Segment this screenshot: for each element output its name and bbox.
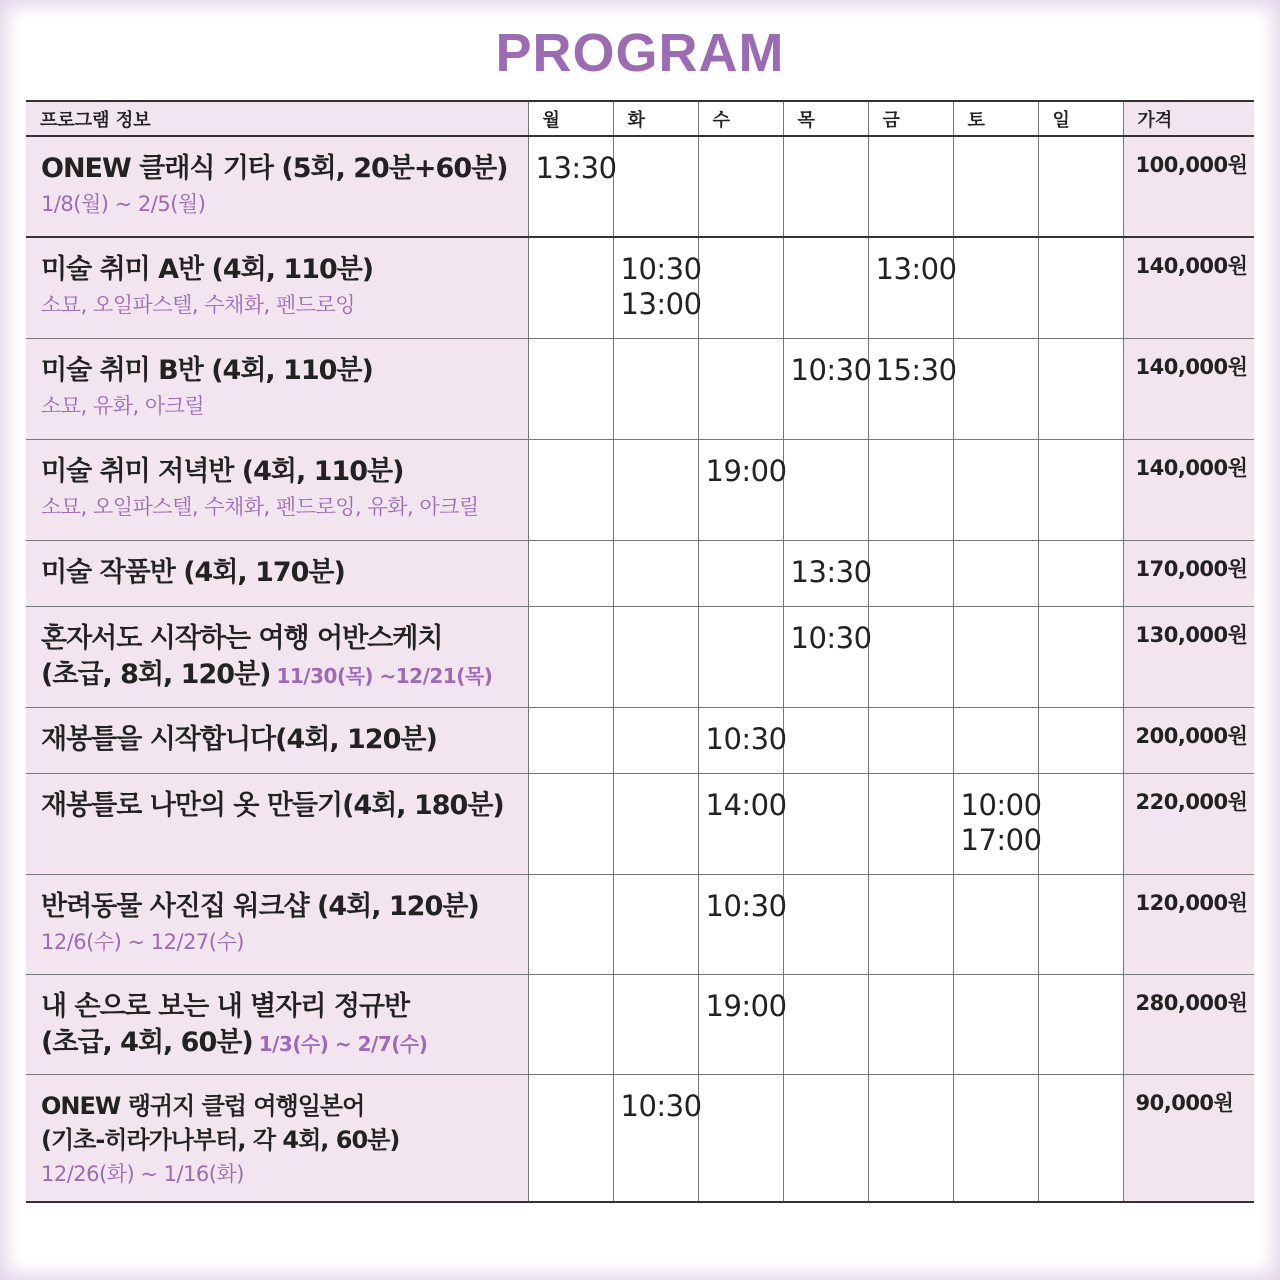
page-title: PROGRAM <box>495 23 785 83</box>
time-cell <box>528 439 613 540</box>
class-time: 17:00 <box>960 822 1042 857</box>
time-cell <box>783 707 868 773</box>
time-cell <box>1038 439 1123 540</box>
time-cell <box>1038 338 1123 439</box>
time-cell <box>783 338 872 439</box>
table-row <box>26 439 1254 540</box>
class-time: 10:30 <box>790 620 872 655</box>
program-name-line2: (기초-히라가나부터, 각 4회, 60분) <box>41 1125 400 1154</box>
header-day-wed: 수 <box>698 101 783 136</box>
header-day-mon: 월 <box>528 101 613 136</box>
time-cell <box>783 237 868 338</box>
program-name: ONEW 클래식 기타 (5회, 20분+60분) <box>41 153 508 184</box>
class-time: 13:00 <box>875 252 957 286</box>
time-cell <box>528 1074 613 1202</box>
program-name: 혼자서도 시작하는 여행 어반스케치 <box>41 622 443 654</box>
program-info-cell <box>26 974 528 1074</box>
table-row <box>26 136 1254 237</box>
price-value: 140,000원 <box>1135 254 1248 278</box>
class-time: 13:30 <box>535 151 617 185</box>
program-name: 내 손으로 보는 내 별자리 정규반 <box>41 990 410 1022</box>
table-row <box>26 874 1254 974</box>
time-cell <box>868 707 953 773</box>
time-cell <box>613 136 698 237</box>
time-cell <box>698 338 783 439</box>
price-value: 220,000원 <box>1135 789 1248 814</box>
time-cell <box>698 874 787 974</box>
time-cell <box>953 773 1042 874</box>
program-name: 반려동물 사진집 워크샵 (4회, 120분) <box>41 890 479 922</box>
time-cell <box>1038 606 1123 707</box>
table-body <box>26 136 1254 1202</box>
price-value: 130,000원 <box>1135 622 1248 647</box>
time-cell <box>1038 540 1123 606</box>
time-cell <box>1038 707 1123 773</box>
time-cell <box>528 136 617 237</box>
class-time: 14:00 <box>705 787 787 822</box>
program-name: 미술 취미 A반 (4회, 110분) <box>41 254 374 285</box>
price-value: 140,000원 <box>1135 354 1248 379</box>
time-cell <box>1038 136 1123 237</box>
program-info-cell <box>26 1074 528 1202</box>
header-day-thu: 목 <box>783 101 868 136</box>
class-time: 10:00 <box>960 787 1042 822</box>
program-detail: 1/8(월) ~ 2/5(월) <box>41 192 206 216</box>
time-cell <box>868 874 953 974</box>
time-cell <box>528 606 613 707</box>
time-cell <box>953 439 1038 540</box>
time-cell <box>783 606 872 707</box>
time-cell <box>868 136 953 237</box>
time-cell <box>698 773 787 874</box>
table-row <box>26 773 1254 874</box>
time-cell <box>698 974 787 1074</box>
program-detail: 12/26(화) ~ 1/16(화) <box>41 1161 244 1186</box>
time-cell <box>528 773 613 874</box>
time-cell <box>698 1074 783 1202</box>
price-cell <box>1123 974 1254 1074</box>
time-cell <box>698 439 787 540</box>
header-info: 프로그램 정보 <box>26 101 528 136</box>
time-cell <box>1038 874 1123 974</box>
time-cell <box>1038 974 1123 1074</box>
program-info-cell <box>26 439 528 540</box>
price-cell <box>1123 540 1254 606</box>
time-cell <box>868 338 957 439</box>
time-cell <box>953 237 1038 338</box>
program-detail: 소묘, 유화, 아크릴 <box>41 393 205 418</box>
program-detail: 11/30(목) ~12/21(목) <box>276 663 493 688</box>
header-day-sat: 토 <box>953 101 1038 136</box>
class-time: 13:00 <box>620 287 702 321</box>
table-row <box>26 707 1254 773</box>
program-name-line2: (초급, 8회, 120분) 11/30(목) ~12/21(목) <box>41 658 493 690</box>
price-value: 120,000원 <box>1135 890 1248 915</box>
time-cell <box>698 540 783 606</box>
price-cell <box>1123 136 1254 237</box>
price-cell <box>1123 439 1254 540</box>
program-info-cell <box>26 338 528 439</box>
price-cell <box>1123 707 1254 773</box>
time-cell <box>953 974 1038 1074</box>
class-time: 10:30 <box>620 1088 702 1123</box>
program-table <box>26 100 1254 1203</box>
time-cell <box>953 540 1038 606</box>
price-value: 170,000원 <box>1135 556 1248 581</box>
time-cell <box>868 974 953 1074</box>
time-cell <box>868 606 953 707</box>
program-name: 재봉틀을 시작합니다(4회, 120분) <box>41 723 437 755</box>
program-info-cell <box>26 773 528 874</box>
time-cell <box>783 439 868 540</box>
program-info-cell <box>26 237 528 338</box>
time-cell <box>613 773 698 874</box>
time-cell <box>613 1074 702 1202</box>
time-cell <box>783 773 868 874</box>
time-cell <box>953 338 1038 439</box>
time-cell <box>783 136 868 237</box>
program-name: 미술 취미 B반 (4회, 110분) <box>41 354 373 386</box>
table-row <box>26 237 1254 338</box>
time-cell <box>613 606 698 707</box>
class-time: 19:00 <box>705 453 787 488</box>
class-time: 13:30 <box>790 554 872 589</box>
table-header-row <box>26 101 1254 136</box>
price-value: 100,000원 <box>1135 153 1248 177</box>
time-cell <box>698 606 783 707</box>
class-time: 10:30 <box>620 252 702 286</box>
price-value: 280,000원 <box>1135 990 1248 1015</box>
time-cell <box>613 338 698 439</box>
price-value: 90,000원 <box>1135 1090 1234 1115</box>
price-cell <box>1123 237 1254 338</box>
time-cell <box>783 874 868 974</box>
class-time: 10:30 <box>705 721 787 756</box>
class-time: 10:30 <box>790 352 872 387</box>
program-info-cell <box>26 606 528 707</box>
program-name: 미술 취미 저녁반 (4회, 110분) <box>41 455 404 487</box>
table-row <box>26 540 1254 606</box>
time-cell <box>868 439 953 540</box>
price-cell <box>1123 773 1254 874</box>
program-name: ONEW 랭귀지 클럽 여행일본어 <box>41 1091 365 1120</box>
time-cell <box>868 773 953 874</box>
time-cell <box>953 707 1038 773</box>
time-cell <box>613 439 698 540</box>
program-detail: 소묘, 오일파스텔, 수채화, 펜드로잉, 유화, 아크릴 <box>41 494 479 519</box>
time-cell <box>783 540 872 606</box>
time-cell <box>783 1074 868 1202</box>
class-time: 19:00 <box>705 988 787 1023</box>
table-row <box>26 974 1254 1074</box>
time-cell <box>1038 773 1123 874</box>
header-day-sun: 일 <box>1038 101 1123 136</box>
time-cell <box>698 237 783 338</box>
time-cell <box>868 237 957 338</box>
time-cell <box>528 338 613 439</box>
time-cell <box>868 1074 953 1202</box>
time-cell <box>613 707 698 773</box>
program-detail: 12/6(수) ~ 12/27(수) <box>41 929 244 954</box>
program-info-cell <box>26 540 528 606</box>
table-row <box>26 338 1254 439</box>
program-info-cell <box>26 707 528 773</box>
price-cell <box>1123 1074 1254 1202</box>
time-cell <box>528 237 613 338</box>
time-cell <box>698 136 783 237</box>
class-time: 10:30 <box>705 888 787 923</box>
price-cell <box>1123 606 1254 707</box>
program-name: 미술 작품반 (4회, 170분) <box>41 556 345 588</box>
time-cell <box>613 237 702 338</box>
program-detail: 소묘, 오일파스텔, 수채화, 펜드로잉 <box>41 293 356 317</box>
time-cell <box>868 540 953 606</box>
table-row <box>26 606 1254 707</box>
header-price: 가격 <box>1123 101 1254 136</box>
time-cell <box>953 136 1038 237</box>
price-cell <box>1123 338 1254 439</box>
program-detail: 1/3(수) ~ 2/7(수) <box>258 1031 428 1056</box>
time-cell <box>613 874 698 974</box>
time-cell <box>953 606 1038 707</box>
header-day-fri: 금 <box>868 101 953 136</box>
price-value: 200,000원 <box>1135 723 1248 748</box>
time-cell <box>528 707 613 773</box>
time-cell <box>953 1074 1038 1202</box>
time-cell <box>1038 237 1123 338</box>
table-row <box>26 1074 1254 1202</box>
time-cell <box>783 974 868 1074</box>
program-name: 재봉틀로 나만의 옷 만들기(4회, 180분) <box>41 789 504 821</box>
time-cell <box>528 874 613 974</box>
time-cell <box>1038 1074 1123 1202</box>
class-time: 15:30 <box>875 352 957 387</box>
time-cell <box>698 707 787 773</box>
price-value: 140,000원 <box>1135 455 1248 480</box>
price-cell <box>1123 874 1254 974</box>
program-info-cell <box>26 136 528 237</box>
time-cell <box>613 540 698 606</box>
time-cell <box>528 974 613 1074</box>
time-cell <box>953 874 1038 974</box>
header-day-tue: 화 <box>613 101 698 136</box>
time-cell <box>613 974 698 1074</box>
program-name-line2: (초급, 4회, 60분) 1/3(수) ~ 2/7(수) <box>41 1026 428 1058</box>
program-info-cell <box>26 874 528 974</box>
time-cell <box>528 540 613 606</box>
